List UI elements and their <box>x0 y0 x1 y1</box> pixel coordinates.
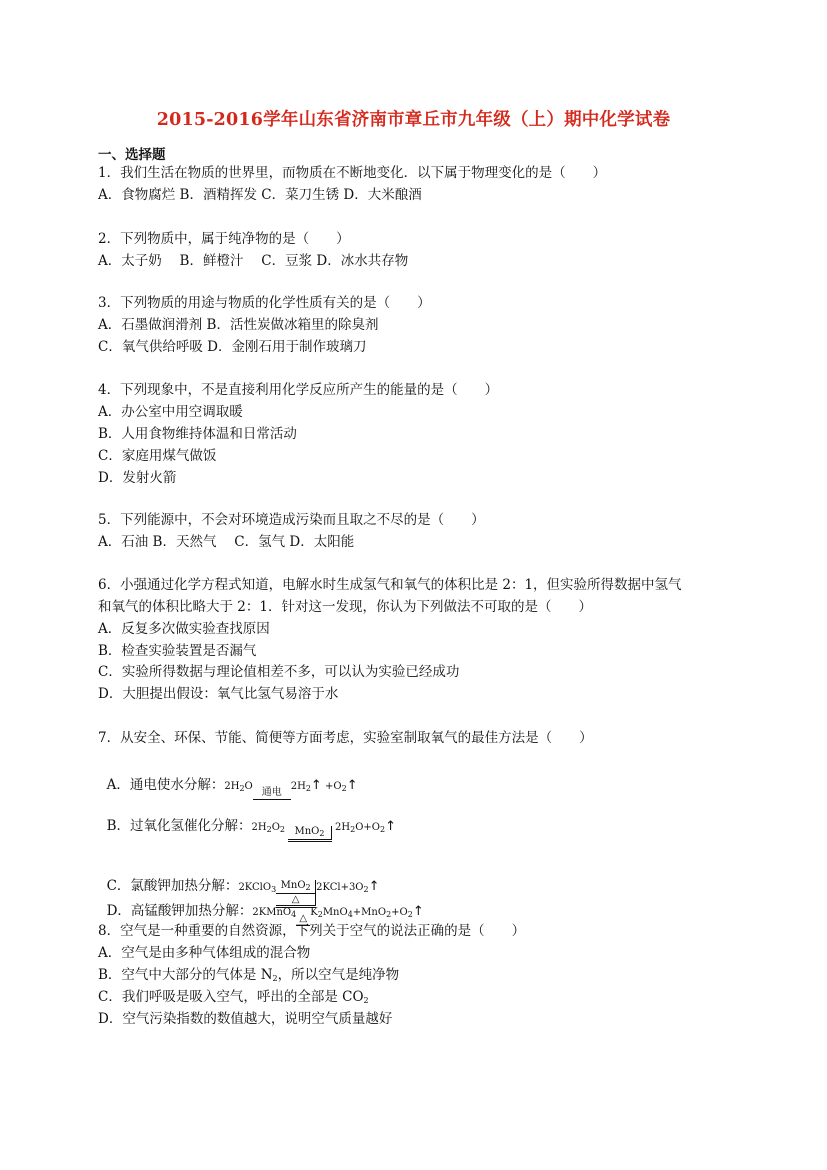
q4-option-c: C．家庭用煤气做饭 <box>98 448 217 464</box>
q7-a-products: $2H_2↑$ $+O_2↑$ <box>290 778 358 793</box>
q7-d-arrow: △ <box>296 913 310 926</box>
q7-c-arrow: MnO$_2$ △ <box>276 880 316 908</box>
q8-option-d: D．空气污染指数的数值越大，说明空气质量越好 <box>98 1011 393 1027</box>
q7-d-reactant: 2KMnO$_4$ <box>252 907 297 919</box>
q8-option-a: A．空气是由多种气体组成的混合物 <box>98 945 311 961</box>
q6-option-a: A．反复多次做实验查找原因 <box>98 621 270 637</box>
q8-option-b: B．空气中大部分的气体是 $N_2$，所以空气是纯净物 <box>98 967 400 983</box>
q6-option-c: C．实验所得数据与理论值相差不多，可以认为实验已经成功 <box>98 664 460 680</box>
q7-c-label: C．氯酸钾加热分解： <box>106 878 239 894</box>
q7-c-products: $2KCl+3O_2↑$ <box>316 879 380 894</box>
q7-b-arrow: MnO$_2$ <box>288 826 332 842</box>
q5-options: A．石油 B．天然气 C．氢气 D．太阳能 <box>98 534 355 550</box>
q4-option-d: D．发射火箭 <box>98 470 177 486</box>
q3-options-cd: C．氧气供给呼吸 D．金刚石用于制作玻璃刀 <box>98 339 367 355</box>
q3-stem: 3．下列物质的用途与物质的化学性质有关的是（ ） <box>98 295 431 311</box>
q7-a-label: A．通电使水分解： <box>106 777 225 793</box>
q6-stem-line2: 和氧气的体积比略大于 2：1．针对这一发现，你认为下列做法不可取的是（ ） <box>98 599 592 615</box>
q6-stem-line1: 6．小强通过化学方程式知道，电解水时生成氢气和氧气的体积比是 2：1，但实验所得数据中氢气 <box>98 577 682 593</box>
q7-b-products: $2H_2O+O_2↑$ <box>335 819 396 834</box>
q8-option-c: C．我们呼吸是吸入空气，呼出的全部是 $CO_2$ <box>98 989 369 1005</box>
q7-b-label: B．过氧化氢催化分解： <box>106 818 252 834</box>
q5-stem: 5．下列能源中，不会对环境造成污染而且取之不尽的是（ ） <box>98 512 485 528</box>
q4-stem: 4．下列现象中，不是直接利用化学反应所产生的能量的是（ ） <box>98 382 499 398</box>
q7-stem: 7．从安全、环保、节能、简便等方面考虑，实验室制取氧气的最佳方法是（ ） <box>98 730 593 746</box>
q3-options-ab: A．石墨做润滑剂 B．活性炭做冰箱里的除臭剂 <box>98 317 379 333</box>
q7-a-arrow: 通电 <box>253 787 291 800</box>
q7-d-products: $K_2MnO_4+MnO_2+O_2↑$ <box>310 904 424 919</box>
q6-option-d: D．大胆提出假设：氧气比氢气易溶于水 <box>98 686 339 702</box>
q6-option-b: B．检查实验装置是否漏气 <box>98 643 257 659</box>
q7-c-reactant: 2KClO$_3$ <box>238 882 277 894</box>
q7-d-label: D．高锰酸钾加热分解： <box>106 903 253 919</box>
page-title: 2015-2016学年山东省济南市章丘市九年级（上）期中化学试卷 <box>156 110 671 130</box>
section-heading: 一、选择题 <box>98 147 166 163</box>
q8-stem: 8．空气是一种重要的自然资源，下列关于空气的说法正确的是（ ） <box>98 923 526 939</box>
q1-stem: 1．我们生活在物质的世界里，而物质在不断地变化．以下属于物理变化的是（ ） <box>98 165 607 181</box>
q7-b-reactant: $2H_2O_2$ <box>251 822 285 834</box>
q1-options: A．食物腐烂 B．酒精挥发 C．菜刀生锈 D．大米酿酒 <box>98 187 422 203</box>
q7-a-reactant: $2H_2O$ <box>224 781 253 793</box>
q4-option-b: B．人用食物维持体温和日常活动 <box>98 426 297 442</box>
q2-stem: 2．下列物质中，属于纯净物的是（ ） <box>98 231 350 247</box>
q7-option-d <box>98 878 424 926</box>
q2-options: A．太子奶 B．鲜橙汁 C．豆浆 D．冰水共存物 <box>98 253 409 269</box>
q4-option-a: A．办公室中用空调取暖 <box>98 404 243 420</box>
